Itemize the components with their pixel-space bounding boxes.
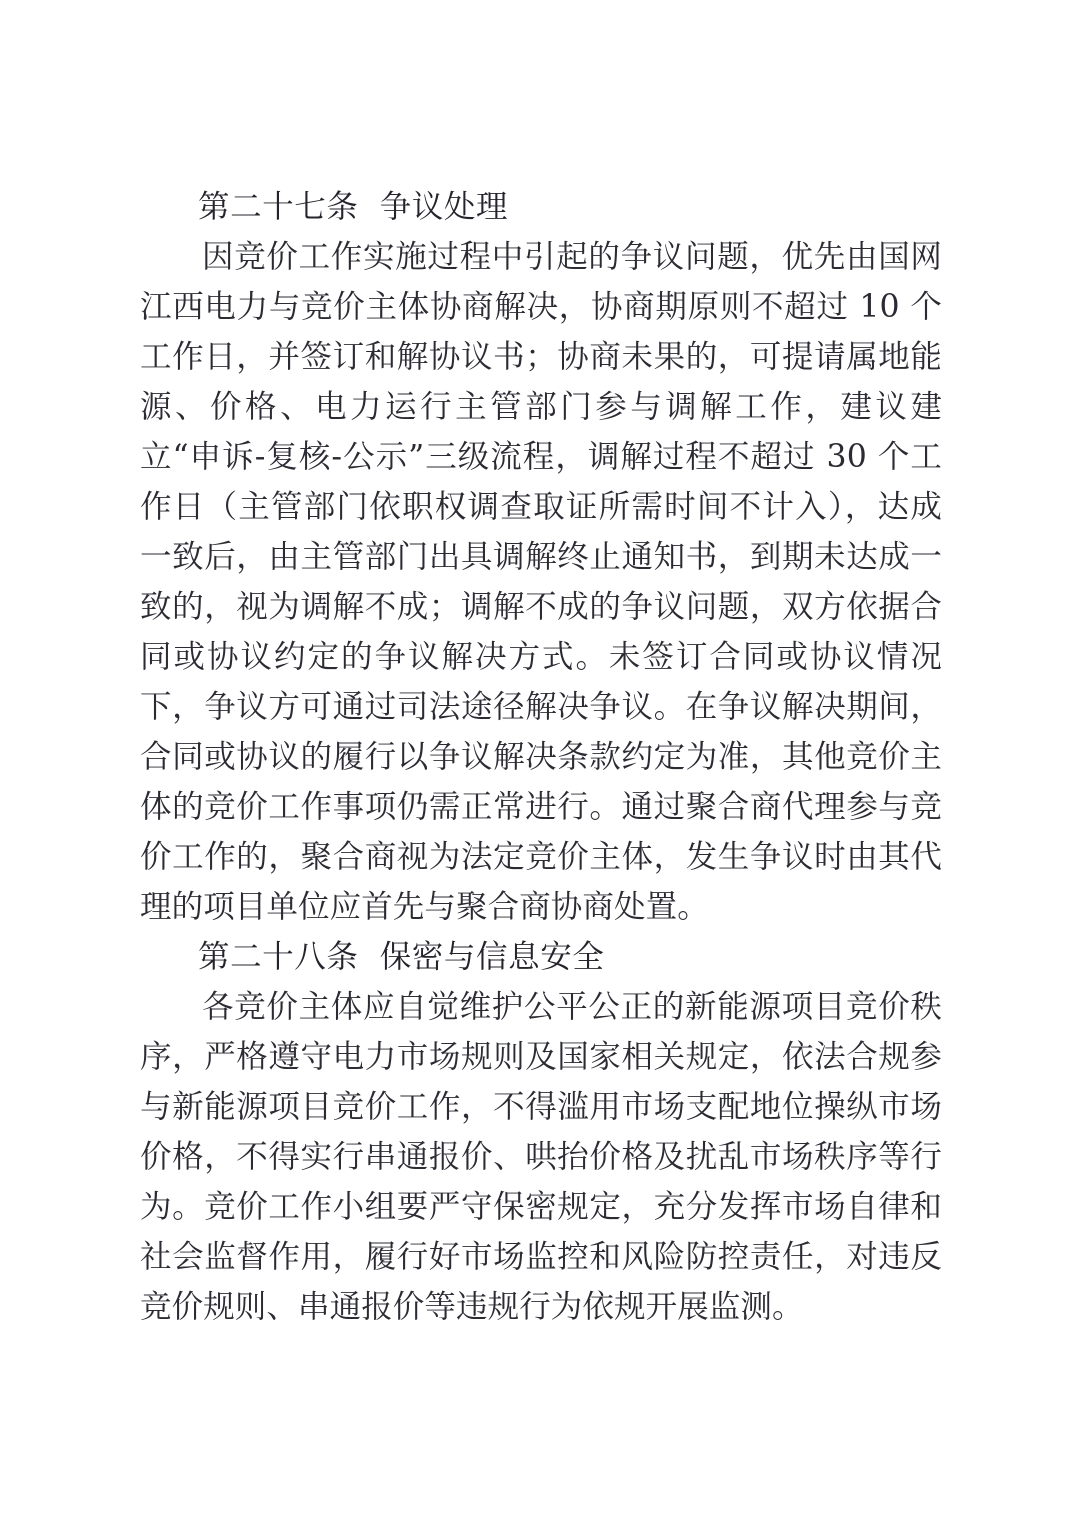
article-28-body: 各竞价主体应自觉维护公平公正的新能源项目竞价秩序，严格遵守电力市场规则及国家相关规定，依法合规参与新能源项目竞价工作，不得滥用市场支配地位操纵市场价格，不得实行串通报价、哄抬价格及扰乱市场秩序等行为。竞价工作小组要严守保密规定，充分发挥市场自律和社会监督作用，履行好市场监控和风险防控责任，对违反竞价规则、串通报价等违规行为依规开展监测。 [140,989,942,1325]
article-27-body: 因竞价工作实施过程中引起的争议问题，优先由国网江西电力与竞价主体协商解决，协商期原则不超过 10 个工作日，并签订和解协议书；协商未果的，可提请属地能源、价格、电力运行主管部门参与调解工作，建议建立“申诉-复核-公示”三级流程，调解过程不超过 30 个工作日（主管部门依职权调查取证所需时间不计入），达成一致后，由主管部门出具调解终止通知书，到期未达成一致的，视为调解不成；调解不成的争议问题，双方依据合同或协议约定的争议解决方式。未签订合同或协议情况下，争议方可通过司法途径解决争议。在争议解决期间，合同或协议的履行以争议解决条款约定为准，其他竞价主体的竞价工作事项仍需正常进行。通过聚合商代理参与竞价工作的，聚合商视为法定竞价主体，发生争议时由其代理的项目单位应首先与聚合商协商处置。 [140,239,942,925]
article-28-heading: 第二十八条 保密与信息安全 [198,939,605,975]
article-27-heading: 第二十七条 争议处理 [198,189,509,225]
document-text-column [140,182,942,1332]
